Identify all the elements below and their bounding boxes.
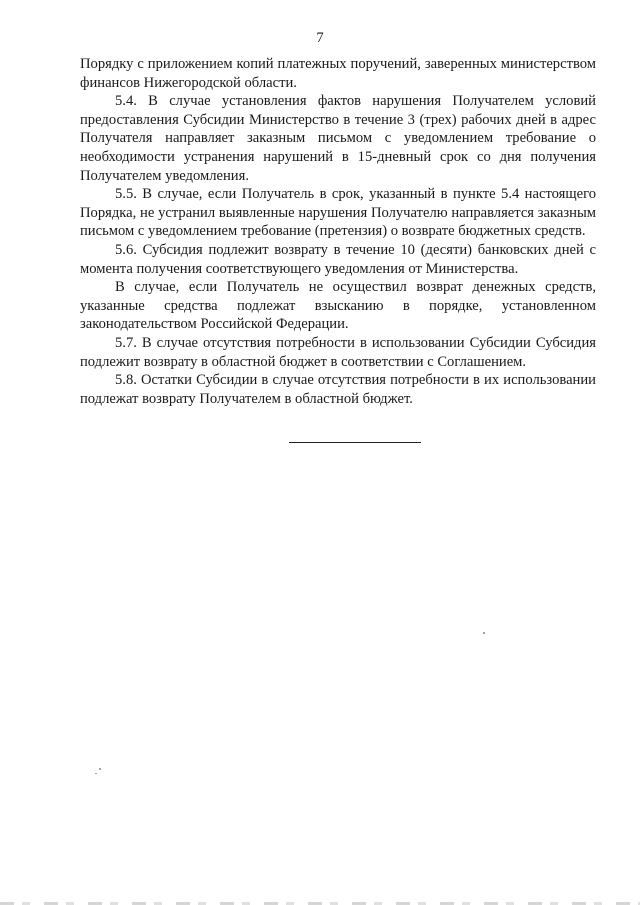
paragraph-5-7: 5.7. В случае отсутствия потребности в использовании Субсидии Субсидия подлежит возврату в областной бюджет в соответствии с Соглашением. — [80, 334, 596, 370]
page-number: 7 — [316, 30, 324, 46]
document-body — [80, 55, 596, 408]
scan-speck — [483, 632, 485, 634]
paragraph-5-8: 5.8. Остатки Субсидии в случае отсутствия потребности в их использовании подлежат возврату Получателем в областной бюджет. — [80, 372, 596, 407]
paragraph-5-6: 5.6. Субсидия подлежит возврату в течение 10 (десяти) банковских дней с момента получения соответствующего уведомления от Министерства. — [80, 241, 596, 277]
paragraph-5-4: 5.4. В случае установления фактов нарушения Получателем условий предоставления Субсидии Министерство в течение 3 (трех) рабочих дней в адрес Получателя направляет заказным письмом с уведомлением требование о необходимости устранения нарушений в 15-дневный срок со дня получения Получателем уведомления. — [80, 93, 596, 184]
scan-speck — [99, 768, 101, 770]
paragraph-5-5: 5.5. В случае, если Получатель в срок, указанный в пункте 5.4 настоящего Порядка, не устранил выявленные нарушения Получателю направляется заказным письмом с уведомлением требование (претензия) о возврате бюджетных средств. — [80, 186, 596, 240]
paragraph-continuation: Порядку с приложением копий платежных поручений, заверенных министерством финансов Нижегородской области. — [80, 56, 596, 91]
end-of-text-rule — [289, 442, 421, 443]
paragraph-5-6-note: В случае, если Получатель не осуществил возврат денежных средств, указанные средства подлежат взысканию в порядке, установленном законодательством Российской Федерации. — [80, 279, 596, 333]
scan-speck — [95, 773, 97, 774]
